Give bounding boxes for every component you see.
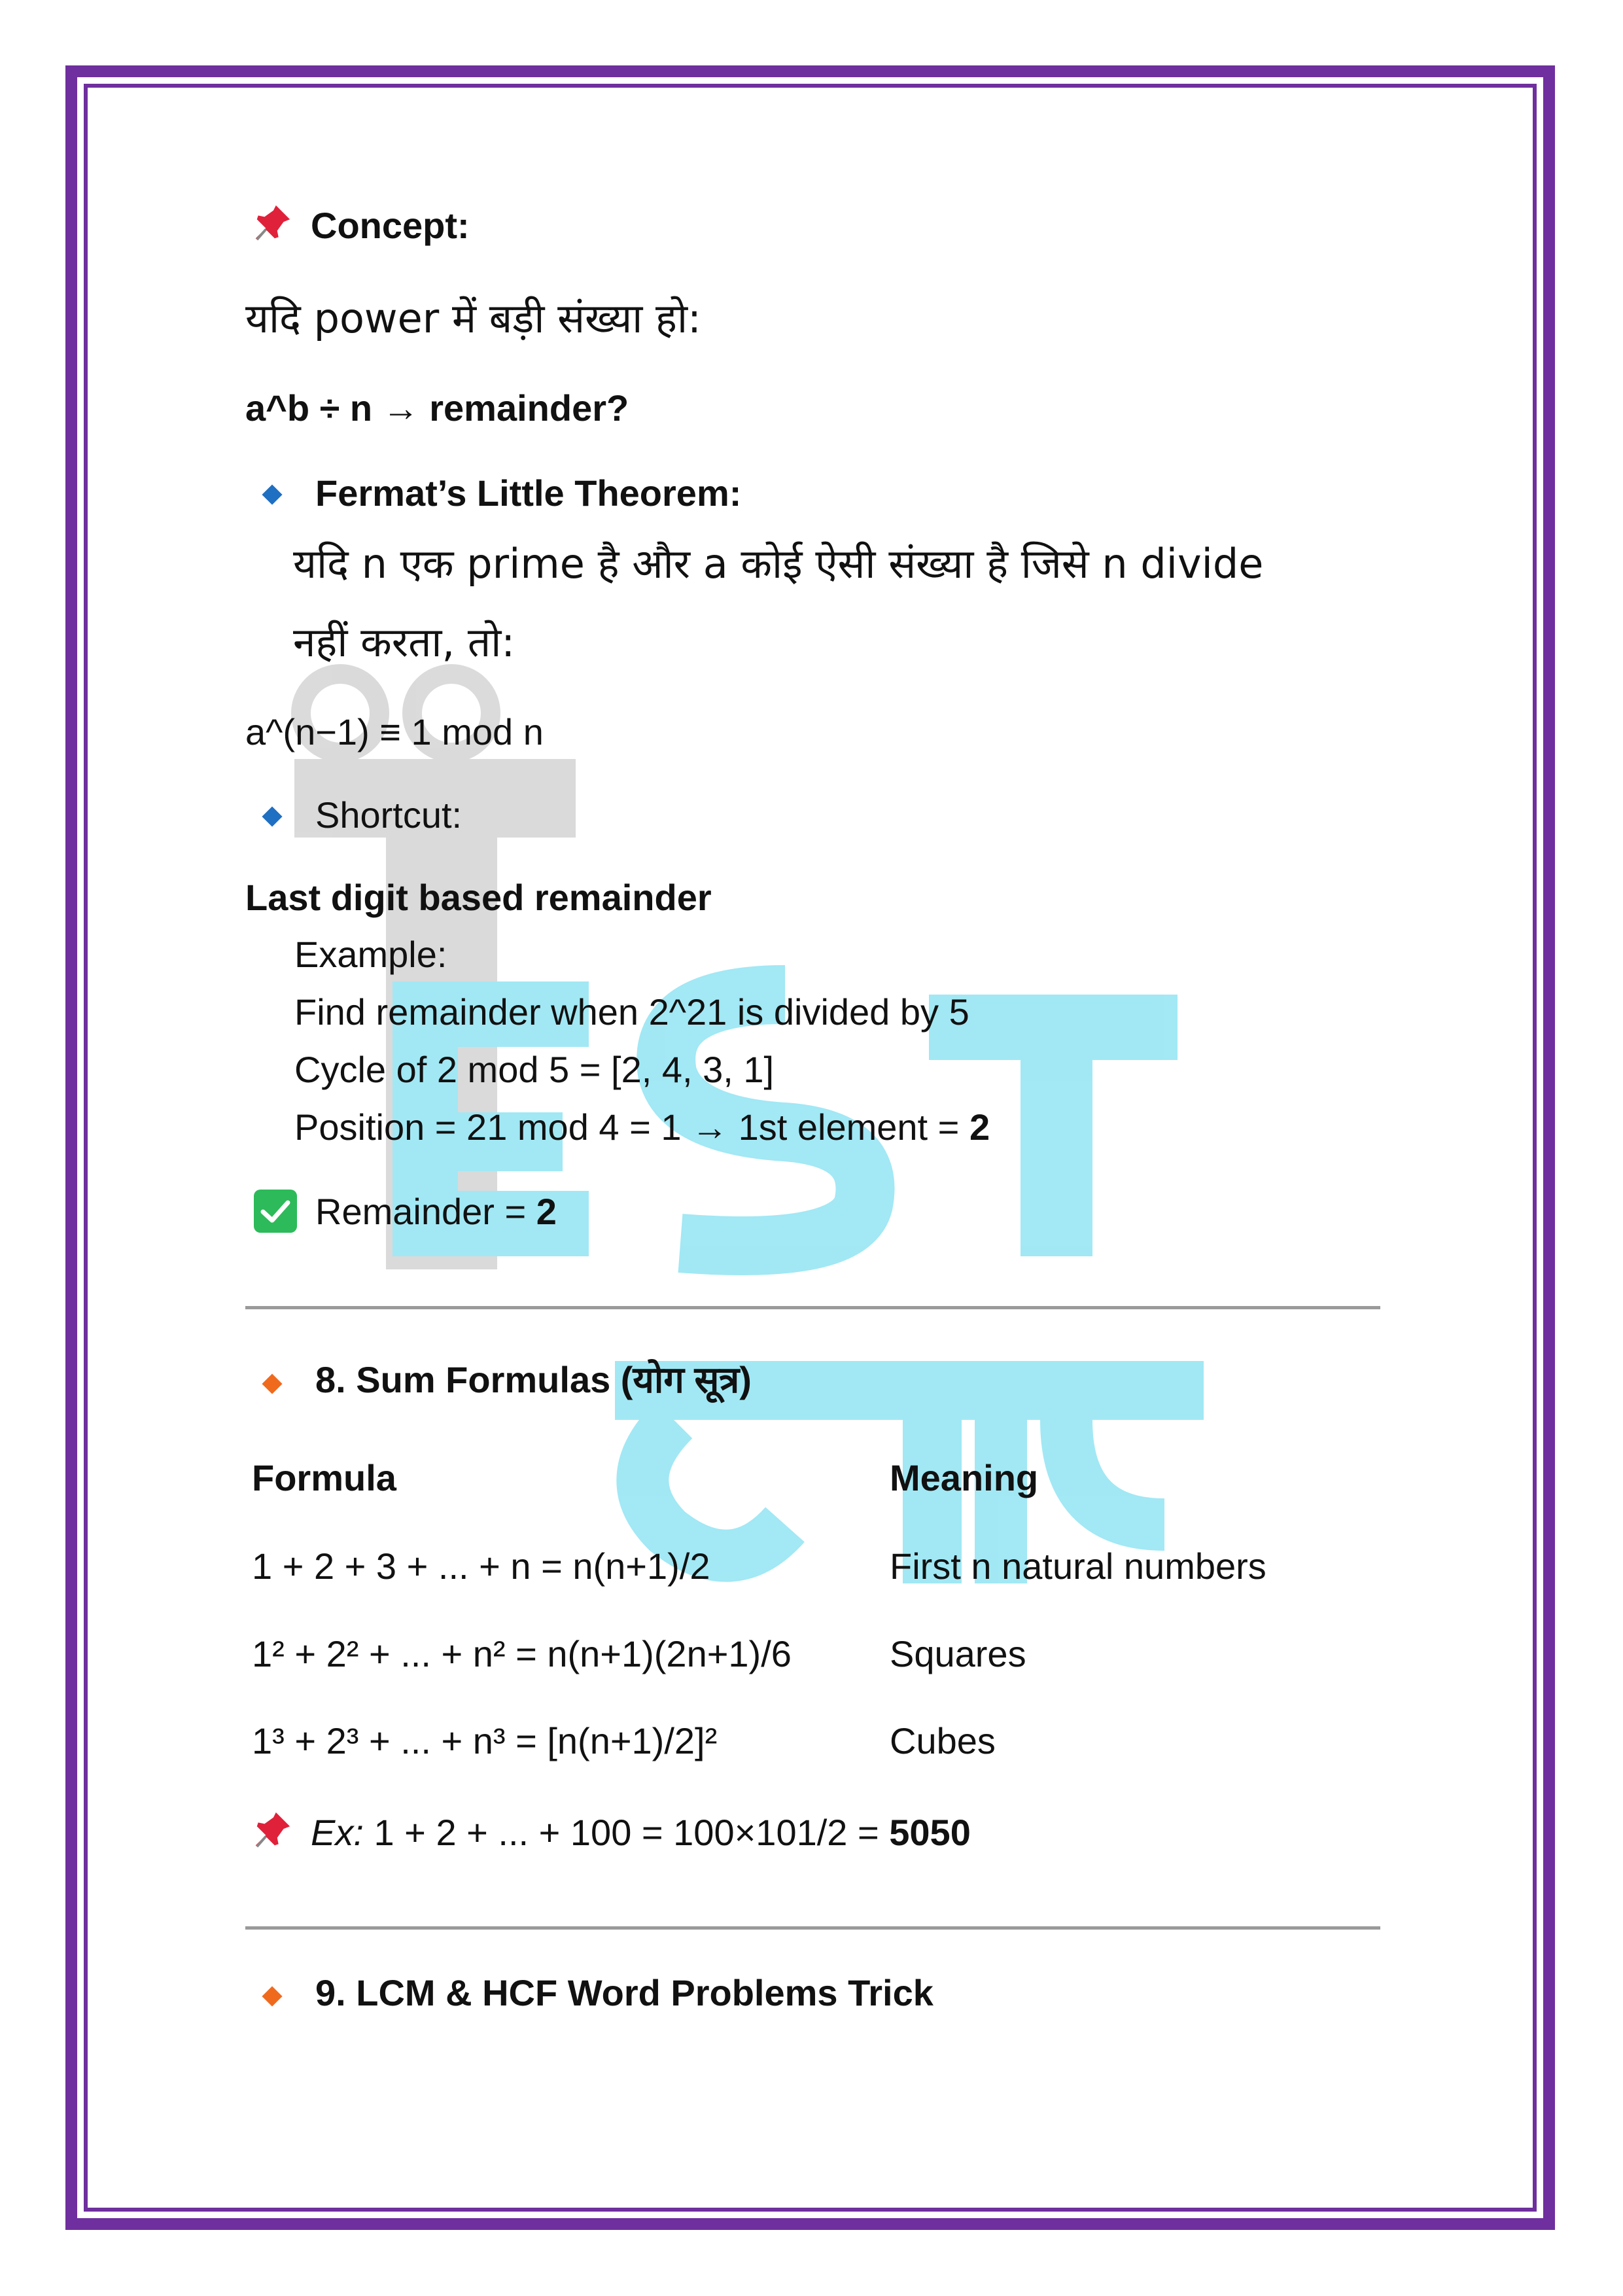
pushpin-icon [252, 203, 292, 243]
sum-example-row [252, 1810, 971, 1854]
pushpin-icon [252, 1810, 292, 1850]
table-cell-formula: 1³ + 2³ + ... + n³ = [n(n+1)/2]² [252, 1720, 718, 1761]
concept-question: a^b ÷ n → remainder? [245, 387, 629, 429]
table-header-formula: Formula [252, 1457, 396, 1498]
lcm-hcf-heading: 9. LCM & HCF Word Problems Trick [315, 1972, 934, 2013]
shortcut-heading: Shortcut: [315, 794, 462, 836]
section-divider [245, 1926, 1380, 1930]
example-line-3-text: Position = 21 mod 4 = 1 → 1st element = [294, 1106, 969, 1148]
sum-formulas-heading: 8. Sum Formulas (योग सूत्र) [315, 1359, 752, 1400]
diamond-bullet-icon [262, 484, 282, 504]
diamond-bullet-icon [262, 806, 282, 826]
fermat-line-2: नहीं करता, तो: [293, 618, 515, 666]
table-cell-meaning: Cubes [890, 1720, 996, 1761]
table-cell-formula: 1 + 2 + 3 + ... + n = n(n+1)/2 [252, 1545, 710, 1587]
table-cell-meaning: Squares [890, 1633, 1026, 1674]
example-label: Example: [294, 934, 447, 975]
concept-hindi-line: यदि power में बड़ी संख्या हो: [245, 294, 701, 342]
sum-example-label: Ex: [311, 1812, 364, 1853]
concept-heading: Concept: [311, 205, 470, 246]
shortcut-subheading: Last digit based remainder [245, 877, 712, 918]
concept-heading-row [252, 203, 470, 247]
checkmark-icon [254, 1190, 297, 1233]
example-line-3-value: 2 [969, 1106, 990, 1148]
fermat-line-1: यदि n एक prime है और a कोई ऐसी संख्या है जिसे n divide [293, 540, 1264, 588]
section-divider [245, 1306, 1380, 1309]
example-line-3 [294, 1105, 990, 1149]
example-line-1: Find remainder when 2^21 is divided by 5 [294, 991, 969, 1033]
table-cell-meaning: First n natural numbers [890, 1545, 1266, 1587]
remainder-result [315, 1190, 557, 1233]
table-cell-formula: 1² + 2² + ... + n² = n(n+1)(2n+1)/6 [252, 1633, 792, 1674]
sum-example-text: 1 + 2 + ... + 100 = 100×101/2 = [363, 1812, 890, 1853]
sum-example-value: 5050 [889, 1812, 971, 1853]
table-header-meaning: Meaning [890, 1457, 1039, 1498]
diamond-bullet-icon [262, 1986, 282, 2006]
fermat-heading: Fermat’s Little Theorem: [315, 472, 742, 514]
example-line-2: Cycle of 2 mod 5 = [2, 4, 3, 1] [294, 1049, 775, 1090]
remainder-result-text: Remainder = [315, 1191, 536, 1232]
remainder-result-value: 2 [536, 1191, 557, 1232]
diamond-bullet-icon [262, 1373, 282, 1394]
fermat-formula: a^(n−1) ≡ 1 mod n [245, 711, 544, 752]
